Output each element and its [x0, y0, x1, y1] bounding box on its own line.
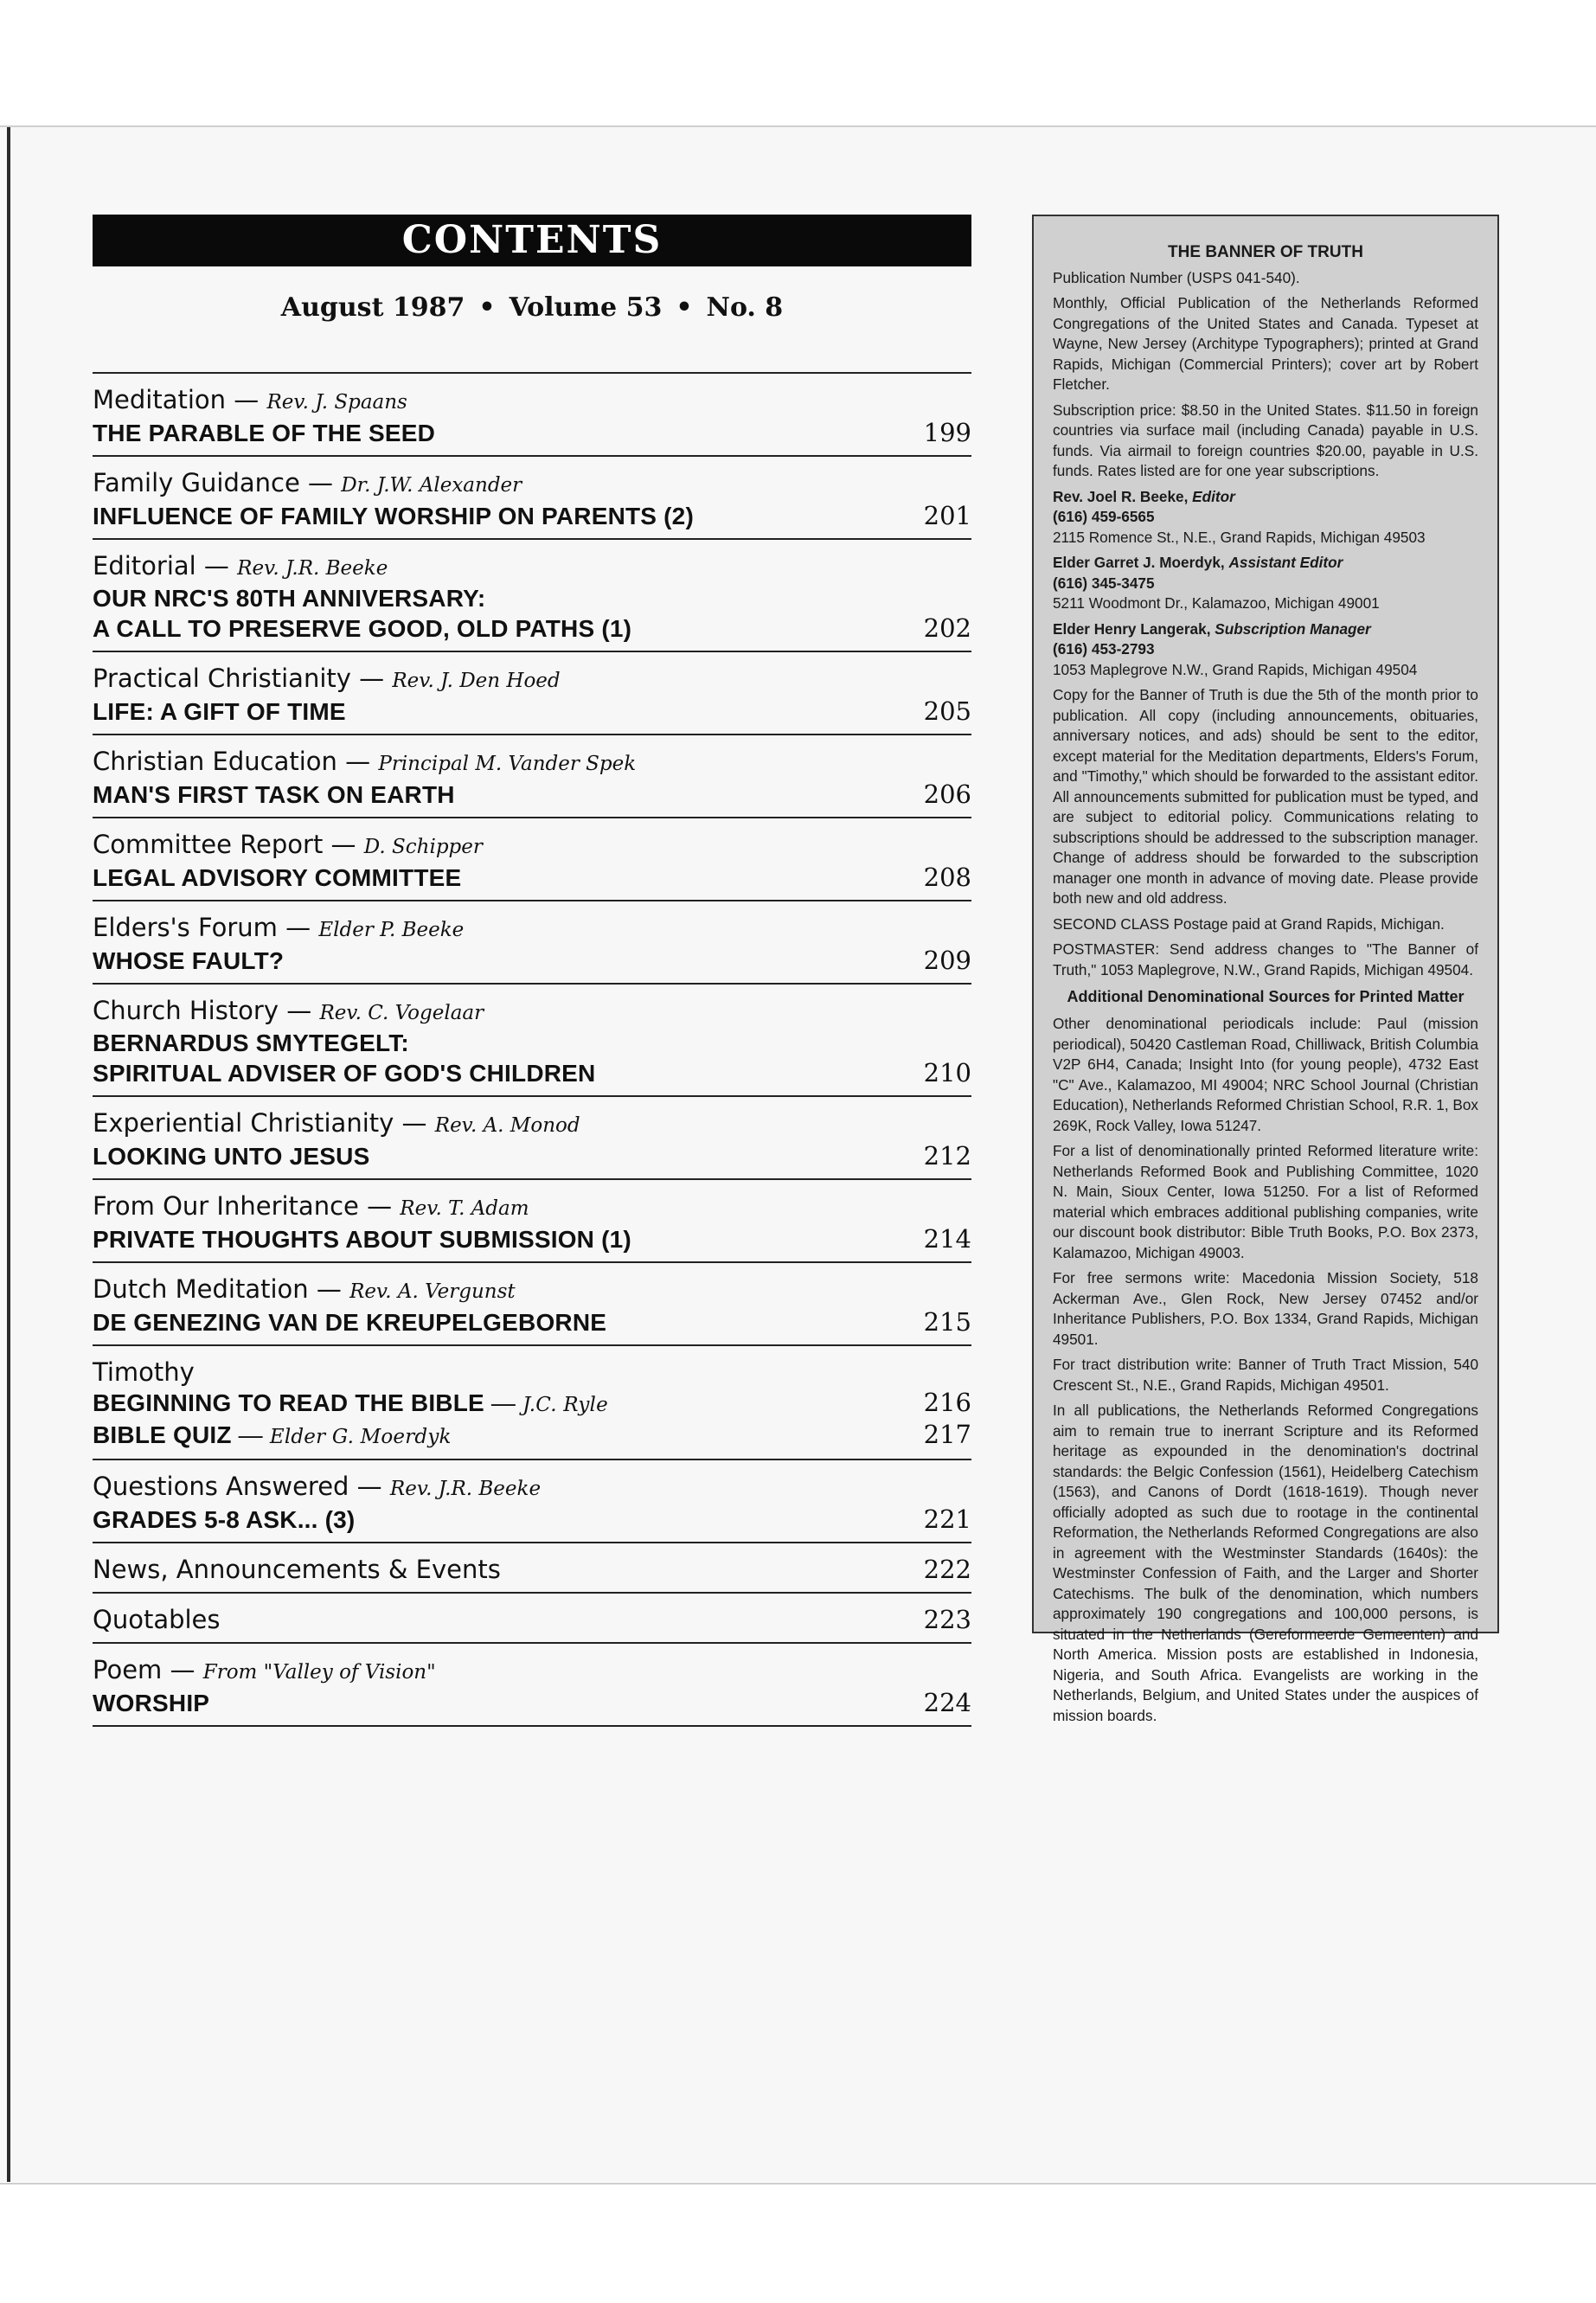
- toc-category-label: Poem: [93, 1655, 163, 1684]
- page-left-edge: [7, 127, 10, 2182]
- toc-page-number: 210: [923, 1058, 971, 1087]
- toc-category-label: Family Guidance: [93, 468, 300, 497]
- toc-category-row: [93, 550, 971, 584]
- staff-name-line: Rev. Joel R. Beeke, Editor: [1053, 487, 1235, 505]
- toc-category-row: [93, 1471, 971, 1504]
- toc-page-number: 214: [923, 1224, 971, 1254]
- staff-phone: (616) 459-6565: [1053, 508, 1155, 525]
- toc-entry: [93, 1644, 971, 1727]
- toc-page-number: 217: [923, 1420, 971, 1449]
- toc-entry: [93, 985, 971, 1097]
- toc-category-label: Elders's Forum: [93, 913, 278, 942]
- toc-category: Elders's Forum — Elder P. Beeke: [93, 913, 465, 942]
- toc-title-block: [93, 1029, 409, 1058]
- toc-title: LIFE: A GIFT OF TIME: [93, 698, 346, 725]
- toc-entry: [93, 540, 971, 652]
- toc-category-label: From Our Inheritance: [93, 1191, 359, 1221]
- toc-category: [93, 1604, 221, 1635]
- toc-category: Experiential Christianity — Rev. A. Monod: [93, 1108, 580, 1138]
- toc-title-block: [93, 697, 346, 727]
- toc-category-label: Timothy: [93, 1357, 195, 1387]
- toc-author: Rev. J. Den Hoed: [392, 670, 561, 692]
- toc-category-row: [93, 1654, 971, 1688]
- toc-page-number: 205: [923, 696, 971, 726]
- toc-author: Rev. J.R. Beeke: [389, 1478, 542, 1500]
- toc-author: Rev. A. Vergunst: [349, 1280, 516, 1303]
- toc-page-number: 199: [923, 418, 971, 447]
- toc-title: A CALL TO PRESERVE GOOD, OLD PATHS (1): [93, 615, 632, 642]
- publication-number: Publication Number (USPS 041-540).: [1053, 268, 1300, 286]
- toc-category-row: [93, 1107, 971, 1141]
- staff-name: Elder Garret J. Moerdyk: [1053, 554, 1221, 571]
- toc-title-block: [93, 419, 435, 448]
- toc-category-row: [93, 1604, 971, 1635]
- sidebar-heading: THE BANNER OF TRUTH: [1168, 243, 1363, 261]
- sermons-text: For free sermons write: Macedonia Mission Society, 518 Ackerman Ave., Glen Rock, New Jersey 07452 and/or Inheritance Publishers, P.O. Box 1334, Grand Rapids, Michigan 49501.: [1053, 1269, 1478, 1348]
- publication-about: Monthly, Official Publication of the Netherlands Reformed Congregations of the United States and Canada. Typeset at Wayne, New Jersey (Architype Typographers); printed at Grand Rapids, Michigan (Commercial Printers); cover art by Robert Fletcher.: [1053, 294, 1478, 393]
- toc-category-row: [93, 1357, 971, 1388]
- toc-category-row: [93, 1190, 971, 1224]
- staff-member: [1053, 487, 1478, 548]
- toc-entry: [93, 1097, 971, 1180]
- toc-page-number: 216: [923, 1388, 971, 1417]
- toc-title-block: [93, 1505, 355, 1535]
- toc-entry: [93, 1543, 971, 1594]
- literature-text: For a list of denominationally printed Reformed literature write: Netherlands Reformed Book and Publishing Committee, 1020 N. Main, Sioux Center, Iowa 51250. For a list of Reformed material which embraces additional publishing companies, write our discount book distributor: Bible Truth Books, P.O. Box 2373, Kalamazoo, Michigan 49003.: [1053, 1142, 1478, 1261]
- toc-category-label: Practical Christianity: [93, 664, 351, 693]
- toc-author: Rev. J.R. Beeke: [237, 557, 388, 580]
- toc-title-row: [93, 1058, 971, 1088]
- toc-category: Questions Answered — Rev. J.R. Beeke: [93, 1472, 542, 1501]
- toc-entry: [93, 818, 971, 901]
- toc-page-number: 215: [923, 1307, 971, 1337]
- toc-author: Rev. A. Monod: [434, 1114, 580, 1137]
- toc-category: From Our Inheritance — Rev. T. Adam: [93, 1191, 529, 1221]
- masthead-sidebar: [1032, 215, 1499, 1724]
- toc-title: THE PARABLE OF THE SEED: [93, 420, 436, 446]
- contents-banner: CONTENTS: [93, 215, 971, 266]
- table-of-contents: [93, 372, 971, 1727]
- toc-title: BIBLE QUIZ: [93, 1421, 232, 1448]
- staff-name-line: Elder Henry Langerak, Subscription Manager: [1053, 619, 1371, 638]
- staff-phone: (616) 453-2793: [1053, 640, 1155, 658]
- toc-title-row: [93, 584, 971, 613]
- toc-title: WHOSE FAULT?: [93, 947, 285, 974]
- toc-title: GRADES 5-8 ASK... (3): [93, 1506, 356, 1533]
- toc-entry: [93, 1346, 971, 1460]
- toc-category: Church History — Rev. C. Vogelaar: [93, 996, 484, 1025]
- toc-entry: [93, 901, 971, 985]
- toc-title: SPIRITUAL ADVISER OF GOD'S CHILDREN: [93, 1060, 596, 1087]
- toc-title-row: [93, 1688, 971, 1718]
- postage-notice: SECOND CLASS Postage paid at Grand Rapids, Michigan.: [1053, 914, 1445, 933]
- toc-category-label: Questions Answered: [93, 1472, 349, 1501]
- toc-category-row: [93, 829, 971, 863]
- toc-title: LOOKING UNTO JESUS: [93, 1143, 370, 1170]
- toc-title-author: J.C. Ryle: [522, 1394, 608, 1416]
- toc-category-label: Quotables: [93, 1605, 221, 1634]
- toc-category: Practical Christianity — Rev. J. Den Hoed: [93, 664, 561, 693]
- toc-title-row: [93, 418, 971, 448]
- toc-title-row: [93, 1307, 971, 1338]
- toc-title-row: [93, 1420, 971, 1452]
- toc-category-label: Experiential Christianity: [93, 1108, 394, 1138]
- periodicals-text: Other denominational periodicals include: Paul (mission periodical), 50420 Castleman Road, Chilliwack, British Columbia V2P 6H4, Canada; Insight Into (for young people), 4732 East "C" Ave., Kalamazoo, MI 49004; NRC School Journal (Christian Education), Netherlands Reformed Christian School, R.R. 1, Box 269K, Rock Valley, Iowa 51247.: [1053, 1015, 1478, 1134]
- toc-page-number: 221: [923, 1504, 971, 1534]
- toc-category-label: Christian Education: [93, 747, 337, 776]
- toc-entry: [93, 652, 971, 735]
- closing-text: In all publications, the Netherlands Reformed Congregations aim to remain true to inerrant Scripture and its Reformed heritage as expounded in the denomination's doctrinal standards: the Belgic Confession (1561), Heidelberg Catechism (1563), and Canons of Dordt (1618-1619). Though never officially adopted as such due to rootage in the continental Reformation, the Netherlands Reformed Congregations are also in agreement with the Westminster Standards (1640s): the Westminster Confession of Faith, and the Larger and Shorter Catechisms. The bulk of the denomination, which numbers approximately 190 congregations and 100,000 persons, is situated in the Netherlands (Gereformeerde Gemeenten) and North America. Mission posts are established in Indonesia, Nigeria, and South Africa. Evangelists are working in the Netherlands, Belgium, and United States under the auspices of mission boards.: [1053, 1402, 1478, 1724]
- toc-title-row: [93, 779, 971, 810]
- toc-category: Editorial — Rev. J.R. Beeke: [93, 551, 388, 581]
- staff-phone: (616) 345-3475: [1053, 574, 1155, 592]
- toc-author: Principal M. Vander Spek: [378, 753, 637, 775]
- toc-title-row: [93, 1141, 971, 1171]
- toc-author: D. Schipper: [363, 836, 483, 858]
- toc-author: Rev. J. Spaans: [266, 391, 407, 414]
- staff-member: [1053, 553, 1478, 614]
- toc-entry: [93, 1460, 971, 1543]
- toc-category: Christian Education — Principal M. Vander Spek: [93, 747, 637, 776]
- toc-category-row: [93, 384, 971, 418]
- staff-name-line: Elder Garret J. Moerdyk, Assistant Editor: [1053, 554, 1343, 571]
- toc-title-row: [93, 613, 971, 644]
- toc-title-block: [93, 780, 455, 810]
- copy-notice: Copy for the Banner of Truth is due the 5th of the month prior to publication. All copy (including announcements, obituaries, anniversary notices, and ads) should be sent to the editor, except material for the Meditation departments, Elders's Forum, and "Timothy," which should be forwarded to the assistant editor. All announcements submitted for publication must be typed, and are subject to editorial policy. Communications relating to subscriptions should be addressed to the subscription manager. Change of address should be forwarded to the subscription manager one month in advance of moving date. Please provide both new and old address.: [1053, 686, 1478, 907]
- toc-title: LEGAL ADVISORY COMMITTEE: [93, 864, 462, 891]
- toc-category: Meditation — Rev. J. Spaans: [93, 385, 407, 414]
- toc-category: Family Guidance — Dr. J.W. Alexander: [93, 468, 522, 497]
- toc-author: Elder P. Beeke: [318, 919, 465, 941]
- toc-page-number: 206: [923, 779, 971, 809]
- toc-title-row: [93, 1504, 971, 1535]
- staff-list: [1053, 487, 1478, 681]
- toc-page-number: 212: [923, 1141, 971, 1171]
- toc-category-row: [93, 467, 971, 501]
- issue-number: No. 8: [706, 292, 784, 323]
- toc-title-block: [93, 863, 461, 893]
- toc-title-block: [93, 946, 284, 976]
- toc-category: Poem — From "Valley of Vision": [93, 1655, 436, 1684]
- issue-volume: Volume 53: [509, 292, 663, 323]
- toc-title-row: [93, 1388, 971, 1420]
- toc-category-row: [93, 1554, 971, 1585]
- toc-category-row: [93, 912, 971, 946]
- toc-page-number: 223: [923, 1605, 971, 1634]
- toc-category: [93, 1554, 501, 1585]
- toc-category-row: [93, 663, 971, 696]
- toc-category-label: Dutch Meditation: [93, 1274, 309, 1304]
- scan-margin-bottom: [0, 2183, 1596, 2303]
- toc-category-row: [93, 746, 971, 779]
- toc-page-number: 202: [923, 613, 971, 643]
- toc-page-number: 224: [923, 1688, 971, 1717]
- tracts-text: For tract distribution write: Banner of Truth Tract Mission, 540 Crescent St., N.E., Grand Rapids, Michigan 49501.: [1053, 1356, 1478, 1394]
- toc-title: BERNARDUS SMYTEGELT:: [93, 1030, 409, 1056]
- toc-category: Committee Report — D. Schipper: [93, 830, 483, 859]
- toc-author: Rev. T. Adam: [400, 1197, 529, 1220]
- toc-title-block: [93, 1059, 595, 1088]
- postmaster-notice: POSTMASTER: Send address changes to "The Banner of Truth," 1053 Maplegrove, N.W., Grand Rapids, Michigan 49504.: [1053, 940, 1478, 978]
- toc-author: Rev. C. Vogelaar: [319, 1002, 484, 1024]
- toc-author: From "Valley of Vision": [202, 1661, 436, 1684]
- toc-category-label: Church History: [93, 996, 279, 1025]
- toc-page-number: 222: [923, 1555, 971, 1584]
- toc-title-block: BIBLE QUIZ — Elder G. Moerdyk: [93, 1421, 452, 1448]
- toc-title: WORSHIP: [93, 1690, 210, 1716]
- toc-title-block: [93, 1689, 209, 1718]
- staff-role: Editor: [1192, 487, 1235, 505]
- issue-date: August 1987: [280, 292, 465, 323]
- toc-category-row: [93, 995, 971, 1029]
- toc-page-number: 201: [923, 501, 971, 530]
- toc-category: [93, 1357, 195, 1388]
- toc-title-row: [93, 696, 971, 727]
- toc-category-label: News, Announcements & Events: [93, 1555, 501, 1584]
- toc-title: OUR NRC'S 80TH ANNIVERSARY:: [93, 585, 486, 612]
- toc-title-author: Elder G. Moerdyk: [269, 1426, 452, 1448]
- staff-role: Subscription Manager: [1215, 619, 1371, 638]
- toc-title-block: [93, 614, 631, 644]
- toc-page-number: 208: [923, 863, 971, 892]
- toc-title: MAN'S FIRST TASK ON EARTH: [93, 781, 455, 808]
- staff-address: 5211 Woodmont Dr., Kalamazoo, Michigan 49001: [1053, 594, 1380, 612]
- toc-entry: [93, 372, 971, 457]
- toc-title: BEGINNING TO READ THE BIBLE: [93, 1389, 484, 1416]
- toc-entry: [93, 1594, 971, 1644]
- toc-entry: [93, 1180, 971, 1263]
- toc-title-block: [93, 502, 694, 531]
- toc-entry: [93, 457, 971, 540]
- toc-category-label: Editorial: [93, 551, 196, 581]
- staff-role: Assistant Editor: [1228, 554, 1343, 571]
- toc-title-row: [93, 1224, 971, 1254]
- issue-line: August 1987 • Volume 53 • No. 8: [280, 292, 784, 323]
- staff-address: 2115 Romence St., N.E., Grand Rapids, Michigan 49503: [1053, 528, 1426, 546]
- toc-title: DE GENEZING VAN DE KREUPELGEBORNE: [93, 1309, 607, 1336]
- toc-title-row: [93, 501, 971, 531]
- toc-title-block: BEGINNING TO READ THE BIBLE — J.C. Ryle: [93, 1389, 608, 1416]
- toc-category-row: [93, 1273, 971, 1307]
- scan-margin-top: [0, 0, 1596, 127]
- toc-title-block: [93, 1225, 631, 1254]
- staff-name: Rev. Joel R. Beeke: [1053, 487, 1184, 505]
- toc-title-row: [93, 863, 971, 893]
- toc-title: PRIVATE THOUGHTS ABOUT SUBMISSION (1): [93, 1226, 631, 1253]
- staff-member: [1053, 619, 1478, 681]
- toc-title-block: [93, 1142, 369, 1171]
- toc-category: Dutch Meditation — Rev. A. Vergunst: [93, 1274, 516, 1304]
- staff-address: 1053 Maplegrove N.W., Grand Rapids, Michigan 49504: [1053, 660, 1418, 678]
- toc-category-label: Meditation: [93, 385, 227, 414]
- subscription-price: Subscription price: $8.50 in the United States. $11.50 in foreign countries via surface mail (including Canada) payable in U.S. funds. Via airmail to foreign countries $20.00, payable in U.S. funds. Rates listed are for one year subscriptions.: [1053, 401, 1478, 479]
- toc-title: INFLUENCE OF FAMILY WORSHIP ON PARENTS (2): [93, 503, 694, 529]
- toc-author: Dr. J.W. Alexander: [341, 474, 522, 497]
- toc-title-block: [93, 584, 485, 613]
- sources-heading: Additional Denominational Sources for Printed Matter: [1067, 988, 1465, 1005]
- toc-title-row: [93, 946, 971, 976]
- toc-entry: [93, 1263, 971, 1346]
- staff-name: Elder Henry Langerak: [1053, 619, 1207, 638]
- toc-page-number: 209: [923, 946, 971, 975]
- toc-category-label: Committee Report: [93, 830, 324, 859]
- toc-title-row: [93, 1029, 971, 1058]
- toc-title-block: [93, 1308, 606, 1338]
- toc-entry: [93, 735, 971, 818]
